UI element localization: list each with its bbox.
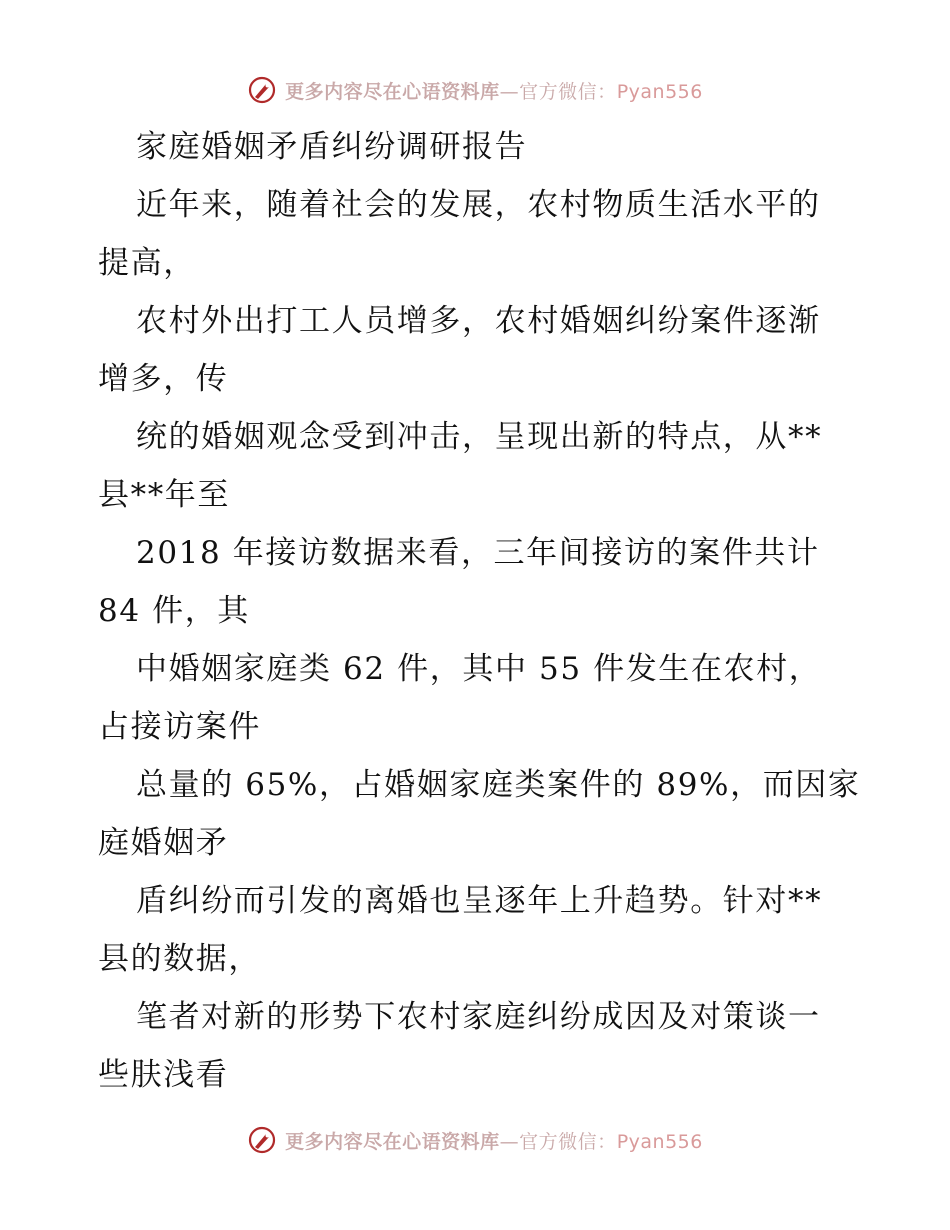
paragraph-line: 近年来，随着社会的发展，农村物质生活水平的: [136, 187, 821, 223]
watermark-text: [285, 77, 703, 104]
watermark-wechat-label: 官方微信：: [519, 1130, 617, 1153]
watermark-site-name: 更多内容尽在心语资料库: [285, 1130, 500, 1153]
watermark-dash: —: [499, 1130, 520, 1153]
document-title: 家庭婚姻矛盾纠纷调研报告: [136, 129, 528, 165]
paragraph-line: 庭婚姻矛: [98, 825, 229, 861]
paragraph-line: 农村外出打工人员增多，农村婚姻纠纷案件逐渐: [136, 303, 821, 339]
footer-watermark-banner: [0, 1120, 950, 1160]
paragraph-line: 统的婚姻观念受到冲击，呈现出新的特点，从**: [136, 419, 823, 455]
paragraph-line: 占接访案件: [98, 709, 261, 745]
watermark-wechat-label: 官方微信：: [519, 80, 617, 103]
paragraph-line: 些肤浅看: [98, 1057, 229, 1093]
pen-nib-logo-icon: [247, 75, 277, 105]
paragraph-line: 提高，: [98, 245, 196, 281]
paragraph-line: 笔者对新的形势下农村家庭纠纷成因及对策谈一: [136, 999, 821, 1035]
paragraph-line: 盾纠纷而引发的离婚也呈逐年上升趋势。针对**: [136, 883, 823, 919]
paragraph-line: 增多，传: [98, 361, 229, 397]
pen-nib-logo-icon: [247, 1125, 277, 1155]
header-watermark-banner: [0, 70, 950, 110]
paragraph-line: 县的数据，: [98, 941, 261, 977]
document-body: [98, 118, 861, 1104]
watermark-wechat-id: Pyan556: [616, 1130, 703, 1153]
paragraph-line: 总量的 65%，占婚姻家庭类案件的 89%，而因家: [136, 767, 861, 803]
watermark-dash: —: [499, 80, 520, 103]
watermark-site-name: 更多内容尽在心语资料库: [285, 80, 500, 103]
paragraph-line: 84 件，其: [98, 593, 250, 629]
paragraph-line: 2018 年接访数据来看，三年间接访的案件共计: [136, 535, 820, 571]
paragraph-line: 县**年至: [98, 477, 230, 513]
watermark-text: [285, 1127, 703, 1154]
paragraph-line: 中婚姻家庭类 62 件，其中 55 件发生在农村，: [136, 651, 822, 687]
watermark-wechat-id: Pyan556: [616, 80, 703, 103]
